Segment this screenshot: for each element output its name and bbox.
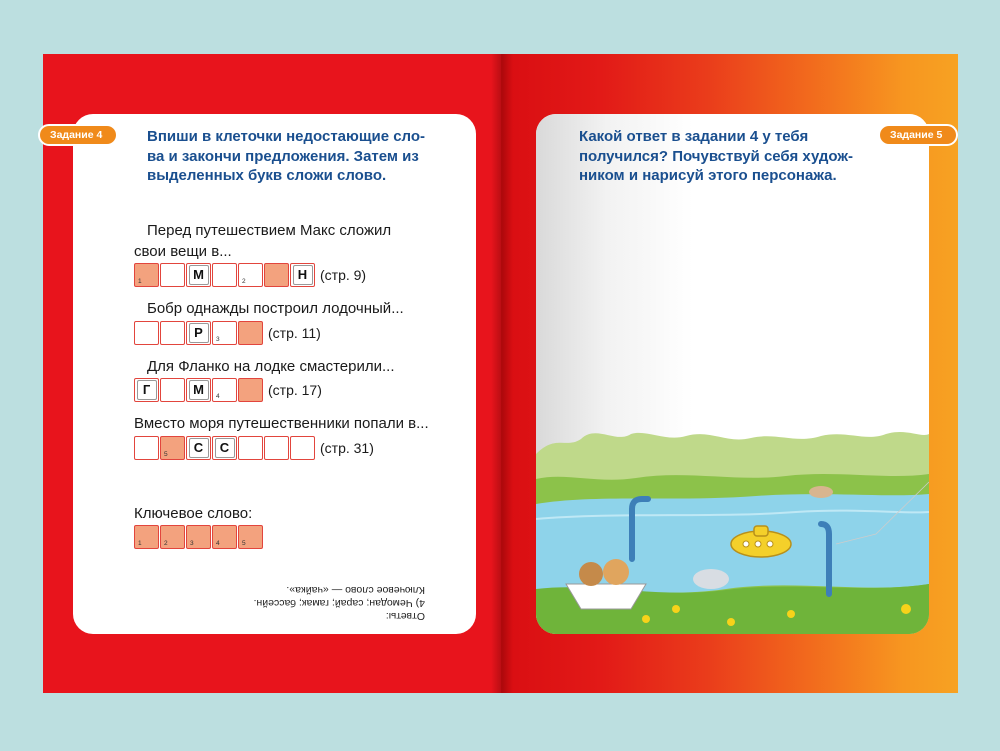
keyword-cell[interactable] xyxy=(134,525,159,549)
cell-letter: С xyxy=(189,438,209,458)
question-1-line-2: свои вещи в... xyxy=(134,243,232,260)
cell-number: 1 xyxy=(138,540,142,547)
keyword-cell[interactable] xyxy=(212,525,237,549)
answer-cell[interactable] xyxy=(264,436,289,460)
answer-cell[interactable] xyxy=(160,436,185,460)
answers-line-1: 4) Чемодан; сарай; гамак; бассейн. xyxy=(253,597,425,609)
task-4-tab: Задание 4 xyxy=(38,124,118,146)
answer-cell[interactable] xyxy=(186,378,211,402)
cell-letter: М xyxy=(189,380,209,400)
river-illustration xyxy=(536,394,929,634)
keyword-cell[interactable] xyxy=(238,525,263,549)
answer-cell[interactable] xyxy=(134,436,159,460)
cell-number: 4 xyxy=(216,393,220,400)
answer-cell[interactable] xyxy=(264,263,289,287)
instruction-line: выделенных букв сложи слово. xyxy=(147,167,387,184)
answer-cell[interactable] xyxy=(160,321,185,345)
page-reference: (стр. 31) xyxy=(320,440,374,456)
task-5-instruction xyxy=(579,127,879,186)
cell-number: 5 xyxy=(242,540,246,547)
cell-number: 5 xyxy=(164,451,168,458)
answer-cell[interactable] xyxy=(212,436,237,460)
instruction-line: Какой ответ в задании 4 у тебя xyxy=(579,128,809,145)
task-4-instruction xyxy=(147,127,447,186)
page-reference: (стр. 17) xyxy=(268,382,322,398)
book-spine xyxy=(491,54,513,693)
answers-title: Ответы: xyxy=(385,610,425,622)
cell-number: 4 xyxy=(216,540,220,547)
answer-cell[interactable] xyxy=(134,263,159,287)
keyword-cell[interactable] xyxy=(160,525,185,549)
cell-number: 3 xyxy=(190,540,194,547)
answers-block xyxy=(205,583,425,622)
answer-cell[interactable] xyxy=(290,436,315,460)
question-4-answer-row xyxy=(134,435,374,461)
instruction-line: получился? Почувствуй себя худож- xyxy=(579,147,854,165)
question-3-line-1: Для Фланко на лодке смастерили... xyxy=(147,358,395,375)
instruction-line: ва и закончи предложения. Затем из xyxy=(147,147,419,165)
task-5-tab: Задание 5 xyxy=(878,124,958,146)
answer-cell[interactable] xyxy=(238,378,263,402)
cell-number: 2 xyxy=(164,540,168,547)
cell-letter: Н xyxy=(293,265,313,285)
right-content-card xyxy=(536,114,929,634)
page-reference: (стр. 11) xyxy=(268,325,321,341)
answer-cell[interactable] xyxy=(160,378,185,402)
answer-cell[interactable] xyxy=(212,263,237,287)
cell-letter: Р xyxy=(189,323,209,343)
keyword-answer-row xyxy=(134,524,264,550)
keyword-label: Ключевое слово: xyxy=(134,505,253,522)
cell-letter: М xyxy=(189,265,209,285)
answer-cell[interactable] xyxy=(186,321,211,345)
question-4-line-1: Вместо моря путешественники попали в... xyxy=(134,415,429,432)
page-reference: (стр. 9) xyxy=(320,267,367,283)
answer-cell[interactable] xyxy=(290,263,315,287)
cell-number: 1 xyxy=(138,278,142,285)
answer-cell[interactable] xyxy=(238,263,263,287)
answers-line-2: Ключевое слово — «чайка». xyxy=(286,584,425,596)
cell-number: 3 xyxy=(216,336,220,343)
answer-cell[interactable] xyxy=(134,321,159,345)
question-1-line-1: Перед путешествием Макс сложил xyxy=(147,222,392,239)
question-1-answer-row xyxy=(134,262,366,288)
answer-cell[interactable] xyxy=(134,378,159,402)
answer-cell[interactable] xyxy=(186,436,211,460)
keyword-cell[interactable] xyxy=(186,525,211,549)
answer-cell[interactable] xyxy=(238,321,263,345)
answer-cell[interactable] xyxy=(212,378,237,402)
answer-cell[interactable] xyxy=(238,436,263,460)
question-3-answer-row xyxy=(134,377,322,403)
cell-number: 2 xyxy=(242,278,246,285)
answer-cell[interactable] xyxy=(186,263,211,287)
instruction-line: Впиши в клеточки недостающие сло- xyxy=(147,128,426,145)
cell-letter: С xyxy=(215,438,235,458)
answer-cell[interactable] xyxy=(212,321,237,345)
cell-letter: Г xyxy=(137,380,157,400)
instruction-line: ником и нарисуй этого персонажа. xyxy=(579,167,837,184)
question-2-line-1: Бобр однажды построил лодочный... xyxy=(147,300,404,317)
question-2-answer-row xyxy=(134,320,321,346)
answer-cell[interactable] xyxy=(160,263,185,287)
